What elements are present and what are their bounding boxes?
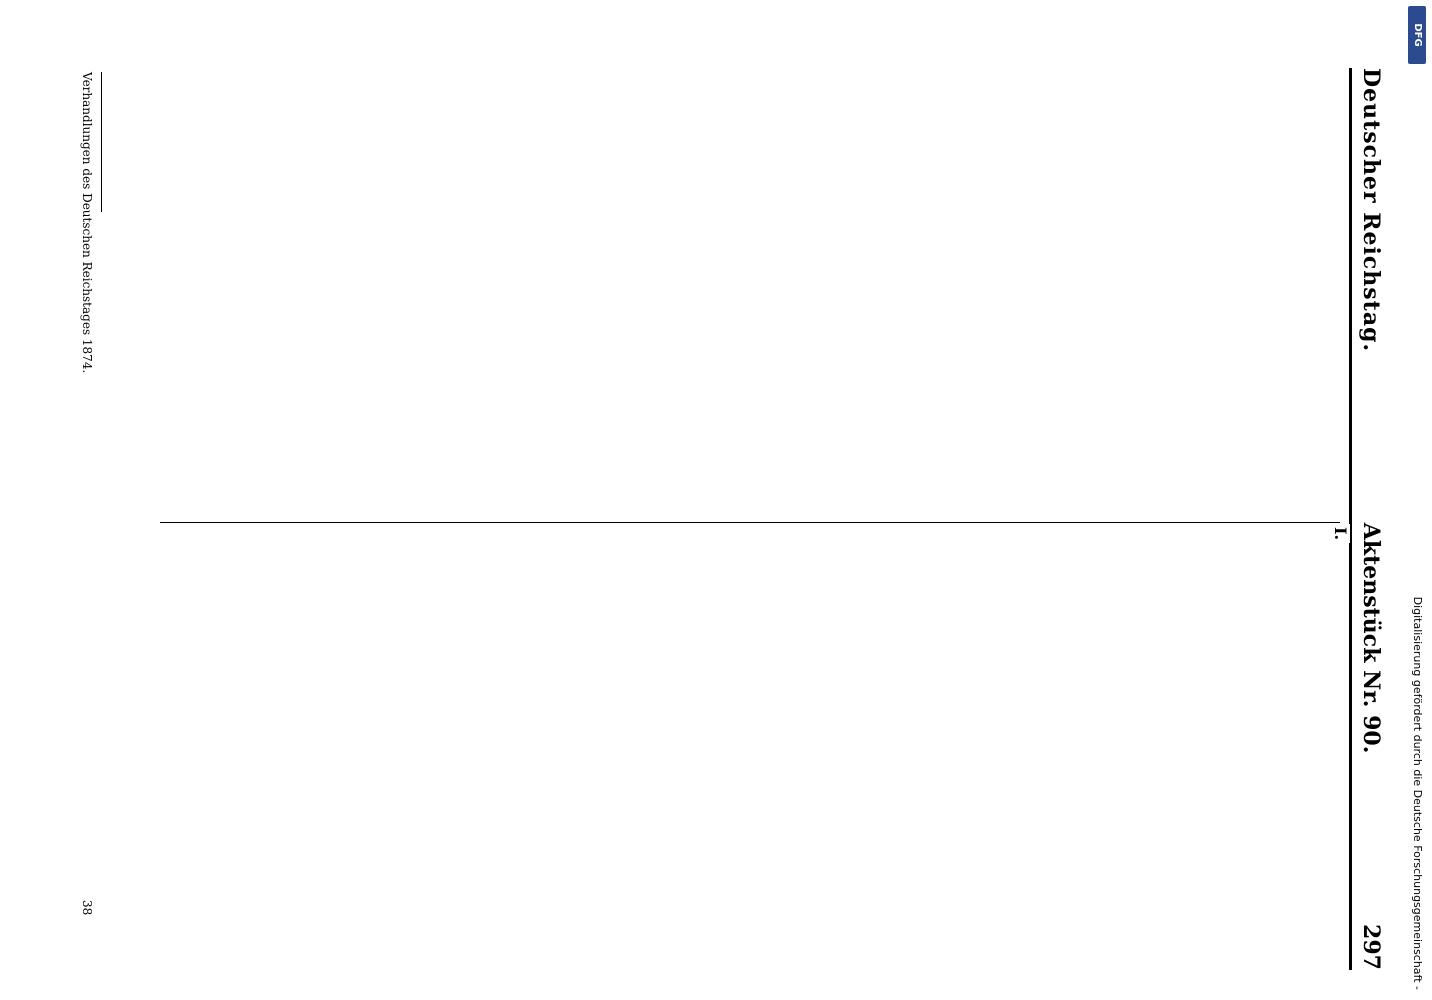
sheet-number: 38 bbox=[80, 900, 94, 916]
digitization-credit bbox=[1402, 0, 1432, 1000]
footnote-rule bbox=[101, 72, 102, 212]
header-rule bbox=[1349, 68, 1352, 970]
document-number: Aktenstück Nr. 90. bbox=[1358, 522, 1384, 754]
column-divider bbox=[160, 522, 1340, 523]
page-number: 297 bbox=[1358, 924, 1384, 970]
dfg-logo-label: DFG bbox=[1412, 23, 1423, 47]
left-column bbox=[80, 72, 1340, 502]
footnote: Verhandlungen des Deutschen Reichstages 1874. bbox=[80, 72, 94, 374]
column-marker: I. bbox=[1331, 524, 1350, 543]
credit-text: Digitalisierung gefördert durch die Deutsche Forschungsgemeinschaft - bbox=[1411, 596, 1424, 990]
running-head: Deutscher Reichstag. bbox=[1358, 68, 1384, 353]
right-column bbox=[80, 540, 1340, 972]
